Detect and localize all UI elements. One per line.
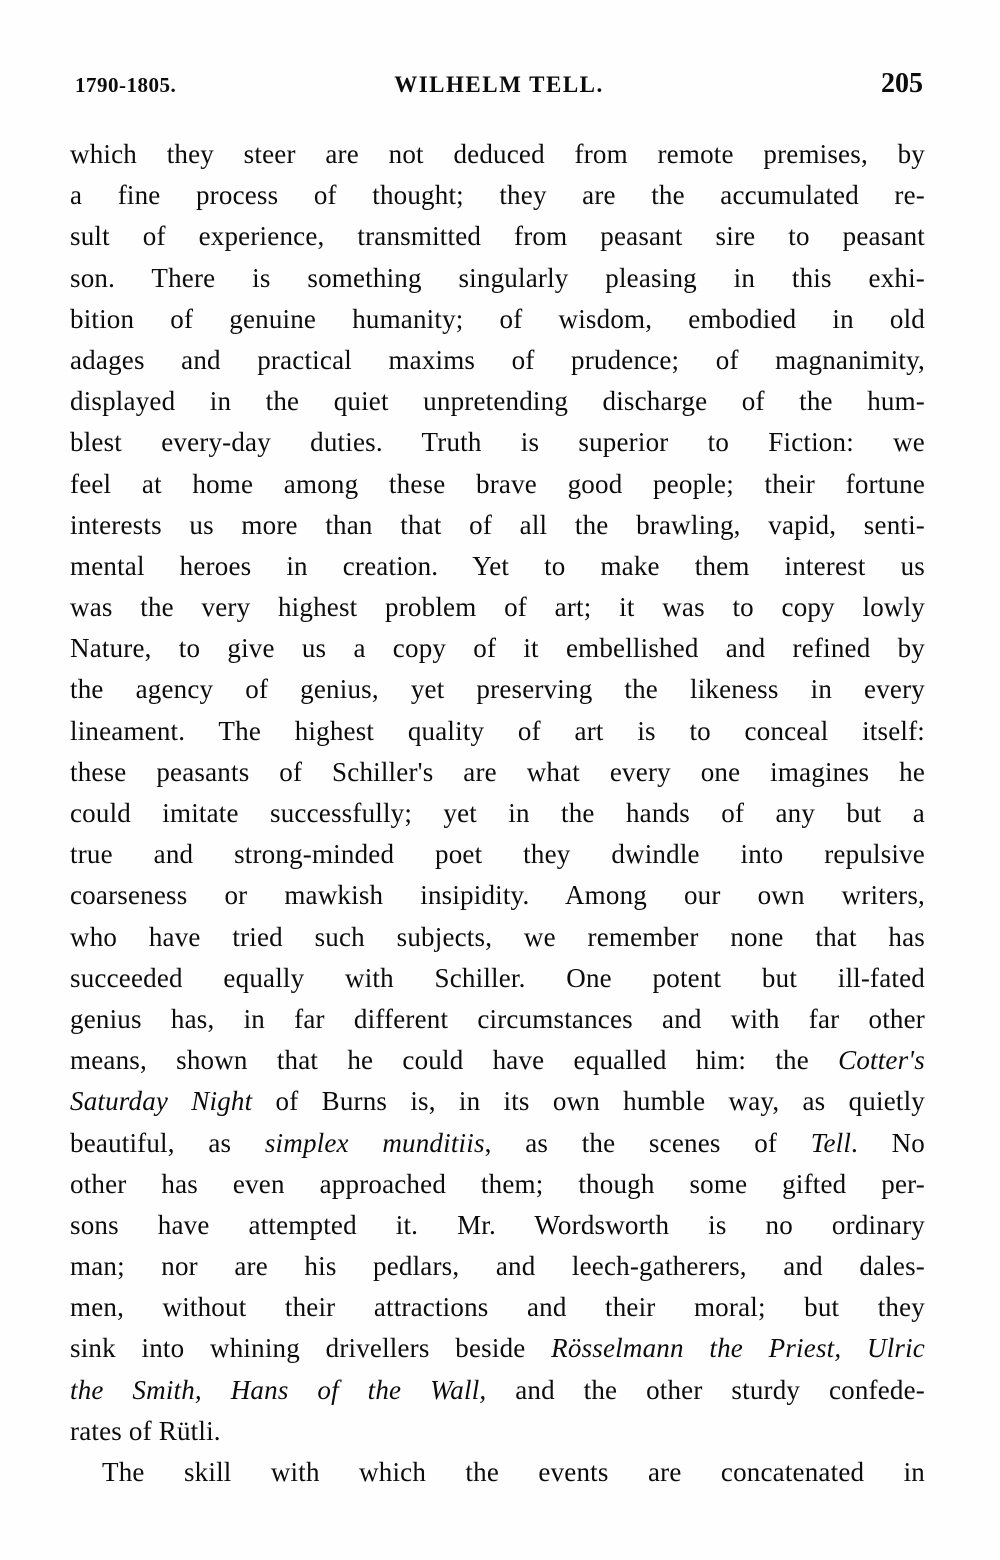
- text-run: was the very highest problem of art; it was to copy lowly: [70, 592, 925, 623]
- text-run: true and strong-minded poet they dwindle into repulsive: [70, 839, 925, 870]
- text-line: [70, 1246, 925, 1287]
- text-line: [70, 546, 925, 587]
- text-line: [70, 917, 925, 958]
- text-run-italic: Tell: [810, 1127, 852, 1158]
- text-line: [70, 299, 925, 340]
- text-run: . No: [851, 1127, 926, 1158]
- text-line: [70, 1287, 925, 1328]
- text-line: [70, 381, 925, 422]
- text-run: these peasants of Schiller's are what every one imagines he: [70, 756, 925, 787]
- header-date-range: 1790-1805.: [75, 73, 177, 97]
- page-number: 205: [881, 68, 923, 99]
- text-line: [70, 1328, 925, 1369]
- text-line: [70, 875, 925, 916]
- text-line: [70, 1411, 925, 1452]
- text-run-italic: Saturday Night: [70, 1086, 253, 1117]
- text-run: man; nor are his pedlars, and leech-gatherers, and dales-: [70, 1251, 925, 1282]
- text-line: [70, 587, 925, 628]
- text-line: [70, 1205, 925, 1246]
- text-run: son. There is something singularly pleasing in this exhi-: [70, 262, 925, 293]
- text-line: [70, 628, 925, 669]
- text-line: [70, 1370, 925, 1411]
- text-run: which they steer are not deduced from remote premises, by: [70, 139, 925, 169]
- text-run: sons have attempted it. Mr. Wordsworth is no ordinary: [70, 1209, 925, 1240]
- text-line: [70, 464, 925, 505]
- text-run: could imitate successfully; yet in the hands of any but a: [70, 798, 925, 828]
- text-run: a fine process of thought; they are the accumulated re-: [70, 180, 925, 211]
- text-run: beautiful, as: [70, 1127, 265, 1158]
- text-line: [70, 1164, 925, 1205]
- text-line: [70, 134, 925, 175]
- text-run: means, shown that he could have equalled him: the: [70, 1045, 839, 1076]
- running-title: WILHELM TELL.: [394, 72, 604, 97]
- text-run-italic: the Smith, Hans of the Wall,: [70, 1374, 487, 1405]
- text-run: rates of Rütli.: [70, 1415, 221, 1446]
- text-line: [70, 1123, 925, 1164]
- text-run: adages and practical maxims of prudence; of magnanimity,: [70, 344, 925, 375]
- text-line: [70, 258, 925, 299]
- text-line: [70, 216, 925, 257]
- text-line: [70, 505, 925, 546]
- text-run: of Burns is, in its own humble way, as quietly: [252, 1086, 925, 1117]
- text-line: [70, 711, 925, 752]
- text-run: who have tried such subjects, we remember none that has: [70, 921, 925, 952]
- text-line: [70, 422, 925, 463]
- text-line: [70, 793, 925, 834]
- text-run: genius has, in far different circumstances and with far other: [70, 1003, 925, 1034]
- text-line: [70, 1081, 925, 1122]
- text-run: men, without their attractions and their moral; but they: [70, 1292, 925, 1323]
- text-run: feel at home among these brave good people; their fortune: [70, 468, 925, 499]
- text-run: mental heroes in creation. Yet to make them interest us: [70, 550, 925, 581]
- text-run: sult of experience, transmitted from peasant sire to peasant: [70, 221, 925, 252]
- text-line: [70, 340, 925, 381]
- text-run: The skill with which the events are concatenated in: [102, 1457, 925, 1487]
- text-run: blest every-day duties. Truth is superior to Fiction: we: [70, 427, 925, 458]
- text-line: [70, 1040, 925, 1081]
- text-run: and the other sturdy confede-: [486, 1374, 925, 1405]
- text-run: succeeded equally with Schiller. One potent but ill-fated: [70, 962, 925, 993]
- text-run-italic: simplex munditiis: [264, 1127, 485, 1158]
- text-line: [70, 669, 925, 710]
- text-run: interests us more than that of all the brawling, vapid, senti-: [70, 509, 925, 540]
- text-run-italic: Rösselmann the Priest, Ulric: [551, 1333, 925, 1364]
- text-line: [70, 1452, 925, 1493]
- text-line: [70, 175, 925, 216]
- text-run: lineament. The highest quality of art is to conceal itself:: [70, 715, 925, 746]
- page-body: [70, 134, 925, 1493]
- text-run: coarseness or mawkish insipidity. Among our own writers,: [70, 880, 925, 911]
- text-line: [70, 999, 925, 1040]
- text-run: Nature, to give us a copy of it embellished and refined by: [70, 633, 925, 664]
- text-run: the agency of genius, yet preserving the likeness in every: [70, 674, 925, 705]
- text-line: [70, 958, 925, 999]
- page-header: [75, 68, 923, 100]
- text-run: bition of genuine humanity; of wisdom, embodied in old: [70, 303, 925, 334]
- text-run: other has even approached them; though some gifted per-: [70, 1168, 925, 1199]
- text-line: [70, 834, 925, 875]
- text-run: sink into whining drivellers beside: [70, 1333, 552, 1364]
- text-line: [70, 752, 925, 793]
- text-run-italic: Cotter's: [838, 1045, 925, 1076]
- text-run: , as the scenes of: [484, 1127, 811, 1158]
- text-run: displayed in the quiet unpretending discharge of the hum-: [70, 386, 925, 417]
